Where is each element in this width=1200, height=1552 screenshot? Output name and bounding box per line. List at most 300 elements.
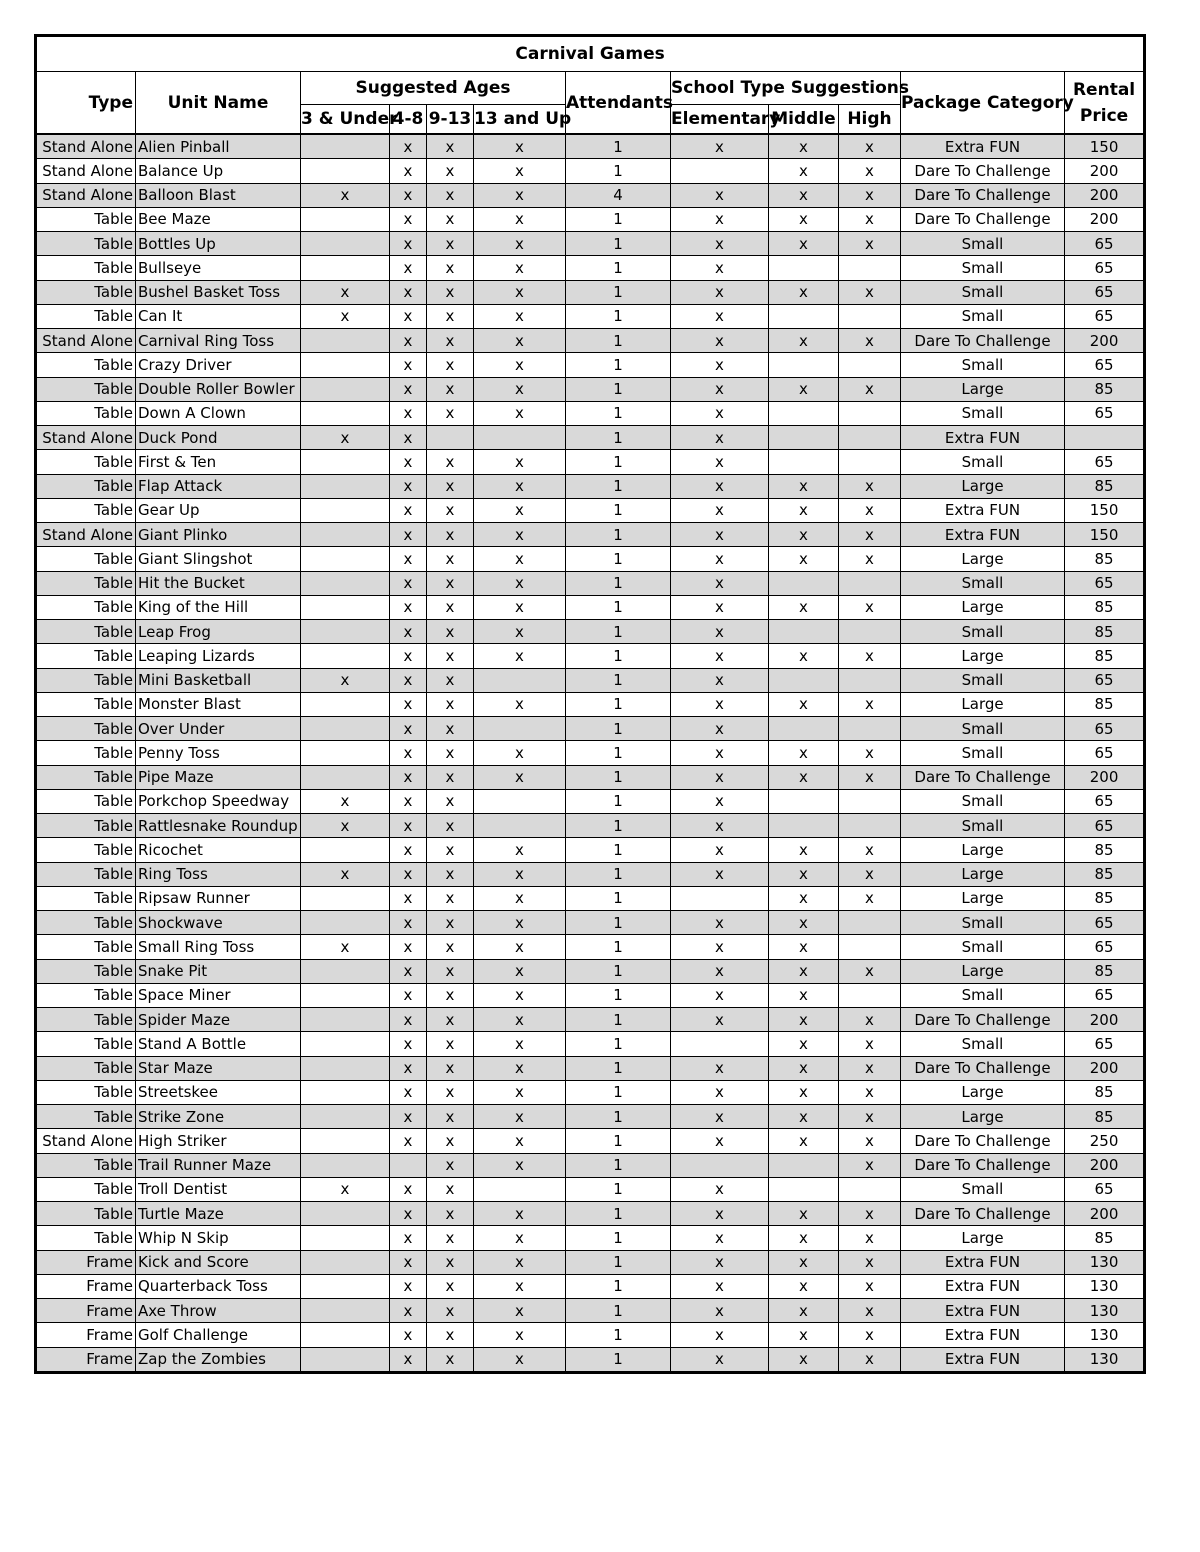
cell-age-4-8: x: [390, 1226, 427, 1250]
cell-age-13-up: x: [474, 1250, 566, 1274]
cell-middle: x: [769, 595, 839, 619]
table-row: [36, 426, 1145, 450]
cell-age-13-up: x: [474, 1274, 566, 1298]
cell-attendants: 1: [566, 1008, 671, 1032]
cell-age-9-13: x: [427, 741, 474, 765]
cell-rental-price: 65: [1065, 1177, 1145, 1201]
cell-age-13-up: [474, 668, 566, 692]
cell-age-9-13: x: [427, 1153, 474, 1177]
table-row: [36, 765, 1145, 789]
cell-rental-price: 85: [1065, 547, 1145, 571]
cell-high: x: [839, 644, 901, 668]
cell-age-4-8: x: [390, 183, 427, 207]
cell-high: x: [839, 1323, 901, 1347]
cell-package-category: Small: [901, 717, 1065, 741]
cell-unit-name: Star Maze: [136, 1056, 301, 1080]
cell-elementary: x: [671, 983, 769, 1007]
cell-age-9-13: x: [427, 1008, 474, 1032]
cell-age-9-13: x: [427, 304, 474, 328]
cell-high: [839, 256, 901, 280]
cell-elementary: x: [671, 401, 769, 425]
cell-age-4-8: x: [390, 1105, 427, 1129]
cell-middle: x: [769, 862, 839, 886]
cell-package-category: Extra FUN: [901, 1323, 1065, 1347]
cell-attendants: 1: [566, 1129, 671, 1153]
cell-age-4-8: x: [390, 377, 427, 401]
cell-age-3-under: [301, 1056, 390, 1080]
header-elementary: Elementary: [671, 105, 769, 135]
cell-age-13-up: x: [474, 911, 566, 935]
cell-type: Frame: [36, 1274, 136, 1298]
cell-type: Table: [36, 595, 136, 619]
cell-unit-name: Golf Challenge: [136, 1323, 301, 1347]
cell-age-13-up: x: [474, 595, 566, 619]
cell-age-3-under: [301, 1299, 390, 1323]
cell-unit-name: Whip N Skip: [136, 1226, 301, 1250]
cell-age-3-under: x: [301, 935, 390, 959]
cell-age-3-under: [301, 717, 390, 741]
cell-high: x: [839, 1202, 901, 1226]
cell-high: x: [839, 159, 901, 183]
cell-high: [839, 450, 901, 474]
cell-high: [839, 935, 901, 959]
header-age-4-8: 4-8: [390, 105, 427, 135]
cell-age-3-under: x: [301, 668, 390, 692]
cell-age-3-under: [301, 765, 390, 789]
cell-package-category: Large: [901, 595, 1065, 619]
cell-age-13-up: x: [474, 692, 566, 716]
cell-unit-name: Kick and Score: [136, 1250, 301, 1274]
cell-attendants: 1: [566, 547, 671, 571]
cell-elementary: x: [671, 207, 769, 231]
cell-elementary: x: [671, 426, 769, 450]
cell-elementary: x: [671, 523, 769, 547]
table-row: [36, 1056, 1145, 1080]
cell-high: x: [839, 474, 901, 498]
cell-type: Table: [36, 450, 136, 474]
cell-age-3-under: [301, 692, 390, 716]
cell-elementary: x: [671, 329, 769, 353]
cell-unit-name: King of the Hill: [136, 595, 301, 619]
cell-package-category: Extra FUN: [901, 426, 1065, 450]
cell-high: x: [839, 207, 901, 231]
cell-age-9-13: x: [427, 1080, 474, 1104]
cell-type: Table: [36, 983, 136, 1007]
cell-age-13-up: x: [474, 256, 566, 280]
cell-age-9-13: x: [427, 838, 474, 862]
cell-rental-price: 65: [1065, 450, 1145, 474]
table-row: [36, 1299, 1145, 1323]
cell-rental-price: 65: [1065, 789, 1145, 813]
cell-age-9-13: x: [427, 377, 474, 401]
cell-age-4-8: x: [390, 741, 427, 765]
cell-attendants: 1: [566, 1323, 671, 1347]
cell-age-13-up: [474, 1177, 566, 1201]
cell-elementary: x: [671, 668, 769, 692]
cell-age-9-13: x: [427, 595, 474, 619]
cell-age-3-under: [301, 1080, 390, 1104]
cell-package-category: Small: [901, 911, 1065, 935]
header-package-category: Package Category: [901, 72, 1065, 135]
cell-unit-name: Crazy Driver: [136, 353, 301, 377]
cell-age-4-8: x: [390, 717, 427, 741]
cell-age-13-up: [474, 426, 566, 450]
cell-high: [839, 426, 901, 450]
cell-type: Table: [36, 886, 136, 910]
table-body: [36, 134, 1145, 1372]
cell-age-3-under: [301, 1226, 390, 1250]
table-row: [36, 159, 1145, 183]
cell-high: x: [839, 547, 901, 571]
cell-age-3-under: [301, 159, 390, 183]
cell-high: x: [839, 498, 901, 522]
cell-unit-name: Axe Throw: [136, 1299, 301, 1323]
cell-age-4-8: x: [390, 134, 427, 159]
cell-age-3-under: [301, 838, 390, 862]
cell-type: Table: [36, 935, 136, 959]
cell-high: x: [839, 1032, 901, 1056]
cell-rental-price: 85: [1065, 620, 1145, 644]
cell-age-13-up: x: [474, 134, 566, 159]
cell-unit-name: Can It: [136, 304, 301, 328]
cell-unit-name: Quarterback Toss: [136, 1274, 301, 1298]
cell-package-category: Large: [901, 838, 1065, 862]
cell-elementary: [671, 159, 769, 183]
cell-age-9-13: [427, 426, 474, 450]
table-row: [36, 1129, 1145, 1153]
cell-unit-name: Penny Toss: [136, 741, 301, 765]
cell-unit-name: Bee Maze: [136, 207, 301, 231]
cell-elementary: x: [671, 498, 769, 522]
cell-type: Table: [36, 1080, 136, 1104]
cell-age-13-up: [474, 717, 566, 741]
cell-elementary: x: [671, 353, 769, 377]
cell-age-13-up: x: [474, 1347, 566, 1372]
cell-middle: x: [769, 1080, 839, 1104]
table-row: [36, 717, 1145, 741]
cell-high: x: [839, 1153, 901, 1177]
header-suggested-ages: Suggested Ages: [301, 72, 566, 105]
cell-age-3-under: [301, 1274, 390, 1298]
cell-type: Table: [36, 1008, 136, 1032]
cell-age-13-up: x: [474, 1056, 566, 1080]
cell-age-13-up: x: [474, 1032, 566, 1056]
cell-age-9-13: x: [427, 789, 474, 813]
cell-package-category: Dare To Challenge: [901, 159, 1065, 183]
cell-unit-name: Porkchop Speedway: [136, 789, 301, 813]
cell-rental-price: 65: [1065, 814, 1145, 838]
cell-type: Table: [36, 353, 136, 377]
cell-age-4-8: x: [390, 886, 427, 910]
cell-rental-price: 150: [1065, 134, 1145, 159]
cell-age-3-under: x: [301, 426, 390, 450]
cell-attendants: 1: [566, 1056, 671, 1080]
cell-age-3-under: [301, 1129, 390, 1153]
cell-elementary: x: [671, 1274, 769, 1298]
cell-age-4-8: x: [390, 911, 427, 935]
cell-high: [839, 304, 901, 328]
cell-age-3-under: [301, 644, 390, 668]
cell-attendants: 1: [566, 862, 671, 886]
table-row: [36, 1347, 1145, 1372]
cell-high: x: [839, 765, 901, 789]
cell-age-3-under: [301, 498, 390, 522]
cell-age-9-13: x: [427, 1323, 474, 1347]
header-age-3-under: 3 & Under: [301, 105, 390, 135]
cell-age-4-8: [390, 1153, 427, 1177]
cell-rental-price: 200: [1065, 159, 1145, 183]
cell-attendants: 1: [566, 983, 671, 1007]
cell-elementary: x: [671, 1080, 769, 1104]
cell-type: Frame: [36, 1347, 136, 1372]
cell-middle: x: [769, 207, 839, 231]
cell-middle: x: [769, 183, 839, 207]
table-row: [36, 377, 1145, 401]
cell-age-13-up: x: [474, 401, 566, 425]
cell-attendants: 1: [566, 692, 671, 716]
cell-package-category: Large: [901, 474, 1065, 498]
cell-age-4-8: x: [390, 450, 427, 474]
table-row: [36, 1226, 1145, 1250]
table-row: [36, 498, 1145, 522]
cell-elementary: x: [671, 789, 769, 813]
cell-package-category: Dare To Challenge: [901, 1202, 1065, 1226]
cell-elementary: x: [671, 1056, 769, 1080]
cell-package-category: Dare To Challenge: [901, 207, 1065, 231]
cell-package-category: Small: [901, 935, 1065, 959]
table-row: [36, 401, 1145, 425]
cell-high: x: [839, 280, 901, 304]
cell-rental-price: 85: [1065, 692, 1145, 716]
table-row: [36, 814, 1145, 838]
cell-age-4-8: x: [390, 595, 427, 619]
table-row: [36, 959, 1145, 983]
cell-elementary: x: [671, 741, 769, 765]
cell-age-4-8: x: [390, 280, 427, 304]
cell-type: Table: [36, 814, 136, 838]
cell-high: x: [839, 838, 901, 862]
table-row: [36, 1032, 1145, 1056]
cell-age-13-up: x: [474, 1105, 566, 1129]
cell-package-category: Dare To Challenge: [901, 329, 1065, 353]
cell-age-3-under: [301, 886, 390, 910]
cell-middle: x: [769, 232, 839, 256]
cell-attendants: 1: [566, 959, 671, 983]
cell-age-9-13: x: [427, 1226, 474, 1250]
cell-age-9-13: x: [427, 474, 474, 498]
cell-type: Table: [36, 304, 136, 328]
cell-middle: x: [769, 1129, 839, 1153]
cell-age-13-up: [474, 789, 566, 813]
table-row: [36, 547, 1145, 571]
cell-rental-price: 65: [1065, 668, 1145, 692]
cell-age-3-under: [301, 620, 390, 644]
cell-attendants: 1: [566, 256, 671, 280]
cell-rental-price: 200: [1065, 765, 1145, 789]
cell-unit-name: Strike Zone: [136, 1105, 301, 1129]
cell-age-13-up: x: [474, 959, 566, 983]
cell-elementary: x: [671, 450, 769, 474]
cell-unit-name: Stand A Bottle: [136, 1032, 301, 1056]
cell-attendants: 1: [566, 1105, 671, 1129]
cell-unit-name: Balloon Blast: [136, 183, 301, 207]
cell-age-9-13: x: [427, 523, 474, 547]
cell-package-category: Large: [901, 862, 1065, 886]
cell-package-category: Large: [901, 644, 1065, 668]
cell-rental-price: 85: [1065, 644, 1145, 668]
cell-age-13-up: x: [474, 1080, 566, 1104]
cell-age-9-13: x: [427, 134, 474, 159]
cell-age-13-up: x: [474, 741, 566, 765]
cell-elementary: x: [671, 862, 769, 886]
table-row: [36, 935, 1145, 959]
cell-type: Stand Alone: [36, 523, 136, 547]
cell-attendants: 1: [566, 1080, 671, 1104]
cell-rental-price: 65: [1065, 717, 1145, 741]
cell-high: x: [839, 523, 901, 547]
cell-elementary: x: [671, 959, 769, 983]
cell-age-3-under: x: [301, 1177, 390, 1201]
cell-unit-name: Down A Clown: [136, 401, 301, 425]
cell-rental-price: 250: [1065, 1129, 1145, 1153]
cell-attendants: 1: [566, 620, 671, 644]
header-unit-name: Unit Name: [136, 72, 301, 135]
cell-middle: [769, 426, 839, 450]
cell-type: Table: [36, 1226, 136, 1250]
cell-middle: x: [769, 474, 839, 498]
cell-unit-name: Trail Runner Maze: [136, 1153, 301, 1177]
cell-high: [839, 911, 901, 935]
table-row: [36, 1105, 1145, 1129]
cell-age-9-13: x: [427, 620, 474, 644]
cell-age-9-13: x: [427, 862, 474, 886]
cell-type: Frame: [36, 1323, 136, 1347]
cell-age-4-8: x: [390, 935, 427, 959]
cell-package-category: Large: [901, 886, 1065, 910]
cell-middle: x: [769, 983, 839, 1007]
table-row: [36, 232, 1145, 256]
cell-unit-name: Leap Frog: [136, 620, 301, 644]
cell-age-13-up: x: [474, 232, 566, 256]
cell-rental-price: 65: [1065, 256, 1145, 280]
cell-age-13-up: x: [474, 935, 566, 959]
cell-package-category: Small: [901, 450, 1065, 474]
cell-age-13-up: x: [474, 620, 566, 644]
cell-age-9-13: x: [427, 983, 474, 1007]
cell-attendants: 1: [566, 329, 671, 353]
cell-middle: x: [769, 838, 839, 862]
header-attendants: Attendants: [566, 72, 671, 135]
cell-high: x: [839, 886, 901, 910]
cell-age-9-13: x: [427, 450, 474, 474]
cell-age-4-8: x: [390, 1080, 427, 1104]
cell-age-9-13: x: [427, 1250, 474, 1274]
cell-high: [839, 353, 901, 377]
cell-age-4-8: x: [390, 1129, 427, 1153]
cell-elementary: x: [671, 595, 769, 619]
cell-rental-price: 85: [1065, 862, 1145, 886]
cell-age-9-13: x: [427, 814, 474, 838]
cell-attendants: 1: [566, 886, 671, 910]
cell-type: Table: [36, 644, 136, 668]
cell-high: x: [839, 1105, 901, 1129]
cell-unit-name: Zap the Zombies: [136, 1347, 301, 1372]
cell-age-3-under: x: [301, 789, 390, 813]
cell-type: Table: [36, 1105, 136, 1129]
cell-middle: x: [769, 644, 839, 668]
cell-age-13-up: x: [474, 474, 566, 498]
cell-elementary: x: [671, 474, 769, 498]
cell-rental-price: 130: [1065, 1347, 1145, 1372]
cell-package-category: Extra FUN: [901, 1250, 1065, 1274]
cell-type: Table: [36, 401, 136, 425]
cell-package-category: Small: [901, 304, 1065, 328]
cell-age-3-under: [301, 232, 390, 256]
cell-age-3-under: [301, 1347, 390, 1372]
cell-age-4-8: x: [390, 959, 427, 983]
cell-elementary: x: [671, 183, 769, 207]
cell-package-category: Small: [901, 983, 1065, 1007]
cell-unit-name: Hit the Bucket: [136, 571, 301, 595]
cell-unit-name: Bushel Basket Toss: [136, 280, 301, 304]
cell-elementary: x: [671, 1105, 769, 1129]
cell-high: [839, 789, 901, 813]
cell-middle: [769, 401, 839, 425]
cell-age-3-under: [301, 523, 390, 547]
cell-rental-price: 85: [1065, 1226, 1145, 1250]
cell-age-9-13: x: [427, 256, 474, 280]
cell-attendants: 1: [566, 1032, 671, 1056]
cell-unit-name: Small Ring Toss: [136, 935, 301, 959]
cell-age-4-8: x: [390, 644, 427, 668]
cell-age-4-8: x: [390, 1250, 427, 1274]
cell-type: Table: [36, 765, 136, 789]
table-row: [36, 983, 1145, 1007]
cell-age-13-up: x: [474, 304, 566, 328]
cell-age-9-13: x: [427, 886, 474, 910]
cell-middle: x: [769, 1299, 839, 1323]
table-row: [36, 692, 1145, 716]
cell-type: Table: [36, 789, 136, 813]
cell-attendants: 1: [566, 377, 671, 401]
cell-high: x: [839, 1274, 901, 1298]
cell-high: x: [839, 595, 901, 619]
cell-package-category: Dare To Challenge: [901, 1129, 1065, 1153]
cell-type: Table: [36, 959, 136, 983]
cell-unit-name: High Striker: [136, 1129, 301, 1153]
cell-age-3-under: [301, 256, 390, 280]
cell-rental-price: 130: [1065, 1323, 1145, 1347]
cell-age-3-under: [301, 207, 390, 231]
cell-high: x: [839, 692, 901, 716]
cell-high: x: [839, 1129, 901, 1153]
cell-middle: [769, 571, 839, 595]
cell-attendants: 1: [566, 232, 671, 256]
cell-age-3-under: x: [301, 183, 390, 207]
cell-middle: x: [769, 329, 839, 353]
cell-age-3-under: [301, 983, 390, 1007]
cell-rental-price: 85: [1065, 886, 1145, 910]
header-age-9-13: 9-13: [427, 105, 474, 135]
cell-unit-name: Leaping Lizards: [136, 644, 301, 668]
cell-age-4-8: x: [390, 304, 427, 328]
cell-age-13-up: x: [474, 1202, 566, 1226]
cell-package-category: Extra FUN: [901, 1299, 1065, 1323]
cell-age-4-8: x: [390, 983, 427, 1007]
cell-age-4-8: x: [390, 1323, 427, 1347]
cell-age-4-8: x: [390, 838, 427, 862]
cell-high: [839, 814, 901, 838]
